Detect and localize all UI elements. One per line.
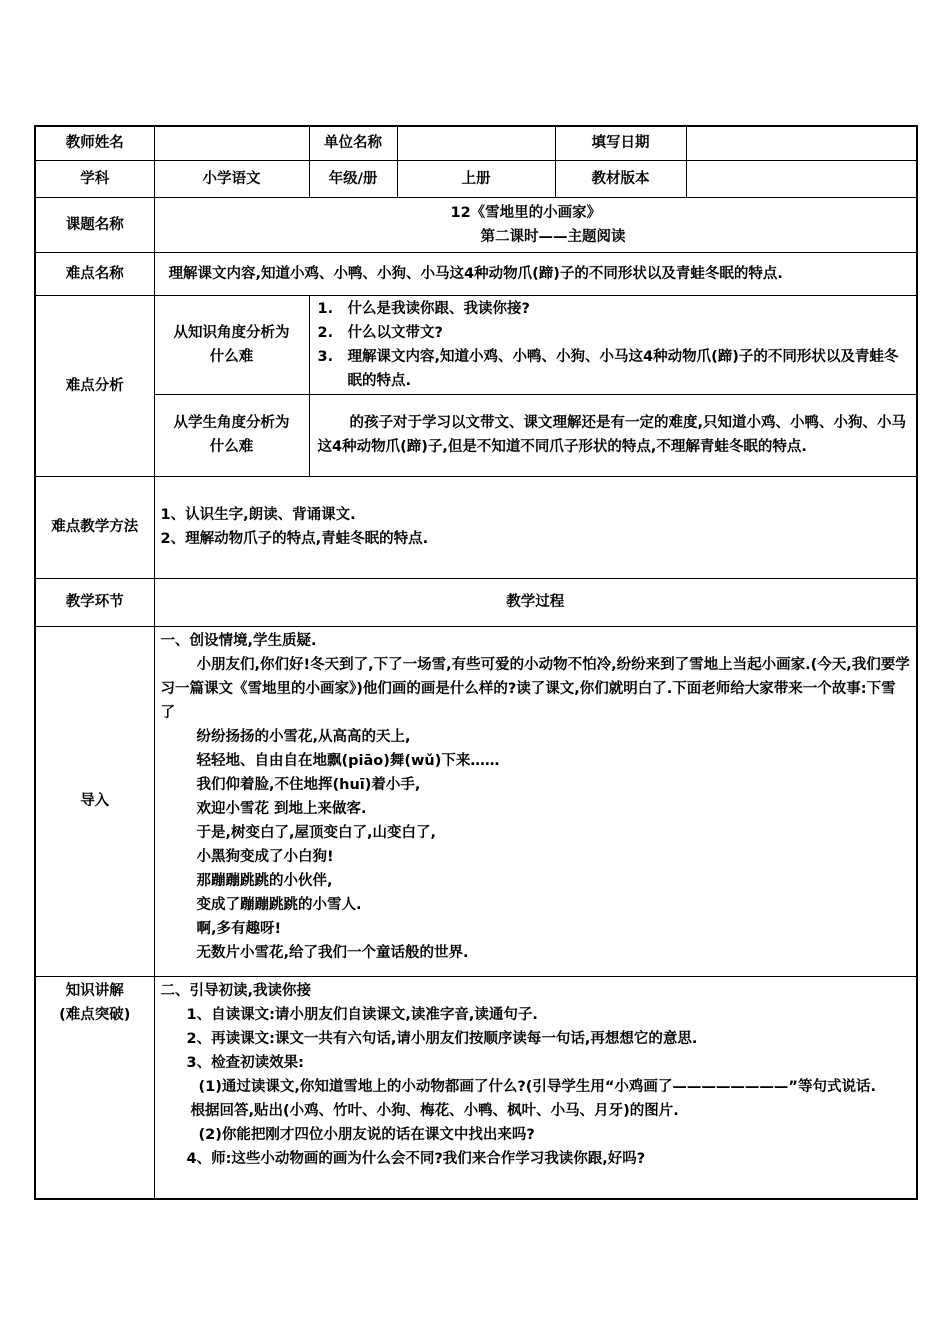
topic-value [154, 197, 917, 252]
poem-line: 啊,多有趣呀! [196, 920, 282, 937]
knowledge-substep: (1)通过读课文,你知道雪地上的小动物都画了什么?(引导学生用“小鸡画了————————”等句式说话. [198, 1078, 876, 1095]
intro-label: 导入 [35, 626, 154, 976]
method-content [154, 476, 917, 578]
method-row [35, 476, 917, 578]
poem-line: 轻轻地、自由自在地飘(piāo)舞(wǔ)下来…… [196, 752, 500, 769]
knowledge-angle-label: 从知识角度分析为什么难 [154, 295, 309, 394]
knowledge-step: 2、再读课文:课文一共有六句话,请小朋友们按顺序读每一句话,再想想它的意思. [186, 1030, 698, 1047]
knowledge-content [154, 976, 917, 1199]
knowledge-heading: 二、引导初读,我读你接 [160, 982, 312, 999]
knowledge-item-text: 什么是我读你跟、我读你接? [347, 300, 530, 317]
unit-value [397, 126, 555, 160]
knowledge-item [318, 321, 909, 345]
difficulty-value: 理解课文内容,知道小鸡、小鸭、小狗、小马这4种动物爪(蹄)子的不同形状以及青蛙冬眠的特点. [154, 252, 917, 295]
lesson-plan-table [34, 125, 918, 1200]
method-line-1: 1、认识生字,朗读、背诵课文. [160, 507, 356, 523]
knowledge-item-number: 3. [317, 348, 334, 365]
knowledge-item-number: 1. [317, 300, 334, 317]
knowledge-item-text: 什么以文带文? [347, 324, 443, 341]
poem-line: 我们仰着脸,不住地挥(huī)着小手, [196, 776, 421, 793]
poem-line: 变成了蹦蹦跳跳的小雪人. [196, 896, 362, 913]
intro-heading: 一、创设情境,学生质疑. [160, 632, 317, 649]
poem-line: 小黑狗变成了小白狗! [196, 848, 334, 865]
method-line-2: 2、理解动物爪子的特点,青蛙冬眠的特点. [160, 531, 429, 547]
process-header: 教学过程 [154, 578, 917, 626]
poem-line: 那蹦蹦跳跳的小伙伴, [196, 872, 333, 889]
date-label: 填写日期 [555, 126, 686, 160]
stage-header: 教学环节 [35, 578, 154, 626]
grade-label: 年级/册 [309, 160, 397, 197]
knowledge-angle-content [309, 295, 917, 394]
student-angle-label: 从学生角度分析为什么难 [154, 394, 309, 476]
analysis-student-row [35, 394, 917, 476]
analysis-label: 难点分析 [35, 295, 154, 476]
poem-line: 欢迎小雪花 到地上来做客. [196, 800, 367, 817]
knowledge-step: 3、检查初读效果: [186, 1054, 304, 1071]
poem-line: 无数片小雪花,给了我们一个童话般的世界. [196, 944, 469, 961]
difficulty-row [35, 252, 917, 295]
knowledge-item [318, 297, 909, 321]
knowledge-substep: 根据回答,贴出(小鸡、竹叶、小狗、梅花、小鸭、枫叶、小马、月牙)的图片. [190, 1102, 679, 1119]
date-value [686, 126, 917, 160]
unit-label: 单位名称 [309, 126, 397, 160]
topic-row [35, 197, 917, 252]
knowledge-item-text: 理解课文内容,知道小鸡、小鸭、小狗、小马这4种动物爪(蹄)子的不同形状以及青蛙冬眠的特点. [347, 348, 899, 389]
knowledge-label-line-1: 知识讲解 [65, 982, 124, 999]
difficulty-label: 难点名称 [35, 252, 154, 295]
grade-value: 上册 [397, 160, 555, 197]
header-row-1 [35, 126, 917, 160]
knowledge-step: 1、自读课文:请小朋友们自读课文,读准字音,读通句子. [186, 1006, 538, 1023]
knowledge-item-number: 2. [317, 324, 334, 341]
topic-line-2: 第二课时——主题阅读 [480, 228, 626, 245]
knowledge-label-line-2: (难点突破) [59, 1006, 131, 1023]
header-row-2 [35, 160, 917, 197]
knowledge-step: 4、师:这些小动物画的画为什么会不同?我们来合作学习我读你跟,好吗? [186, 1150, 646, 1167]
method-label: 难点教学方法 [35, 476, 154, 578]
knowledge-list [318, 297, 909, 393]
knowledge-item [318, 345, 909, 393]
teacher-label: 教师姓名 [35, 126, 154, 160]
topic-label: 课题名称 [35, 197, 154, 252]
subject-value: 小学语文 [154, 160, 309, 197]
poem-line: 于是,树变白了,屋顶变白了,山变白了, [196, 824, 437, 841]
poem-line: 纷纷扬扬的小雪花,从高高的天上, [196, 728, 411, 745]
knowledge-label [35, 976, 154, 1199]
intro-paragraph: 小朋友们,你们好!冬天到了,下了一场雪,有些可爱的小动物不怕冷,纷纷来到了雪地上当起小画家.(今天,我们要学习一篇课文《雪地里的小画家》)他们画的画是什么样的?读了课文,你们就明白了.下面老师给大家带来一个故事:下雪了 [160, 656, 910, 721]
student-angle-content: 的孩子对于学习以文带文、课文理解还是有一定的难度,只知道小鸡、小鸭、小狗、小马这4种动物爪(蹄)子,但是不知道不同爪子形状的特点,不理解青蛙冬眠的特点. [309, 394, 917, 476]
process-header-row [35, 578, 917, 626]
topic-line-1: 12《雪地里的小画家》 [450, 204, 602, 221]
intro-row [35, 626, 917, 976]
teacher-value [154, 126, 309, 160]
subject-label: 学科 [35, 160, 154, 197]
analysis-knowledge-row [35, 295, 917, 394]
intro-content [154, 626, 917, 976]
knowledge-row [35, 976, 917, 1199]
edition-value [686, 160, 917, 197]
edition-label: 教材版本 [555, 160, 686, 197]
knowledge-substep: (2)你能把刚才四位小朋友说的话在课文中找出来吗? [198, 1126, 535, 1143]
